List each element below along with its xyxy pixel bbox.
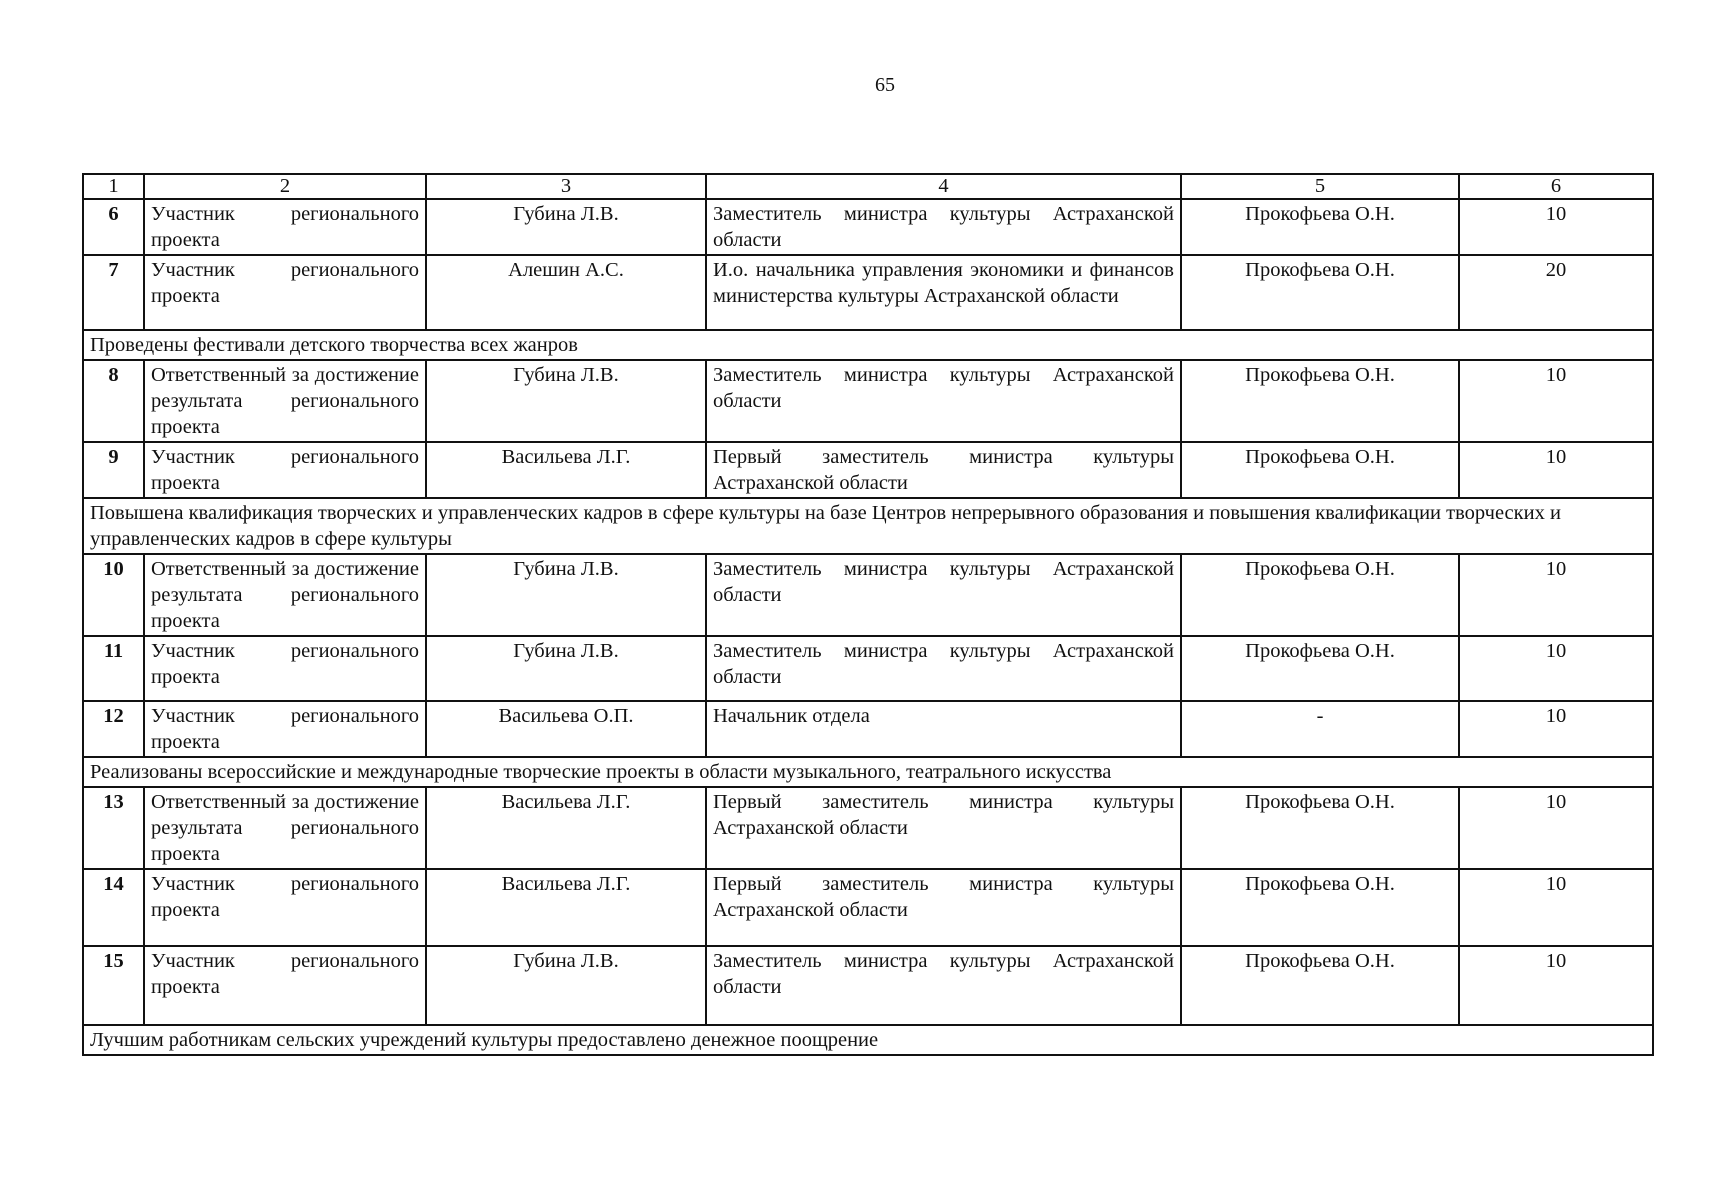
supervisor-cell: Прокофьева О.Н.	[1181, 787, 1459, 869]
role-cell: Ответственный за достижение результата регионального проекта	[144, 787, 426, 869]
row-number: 15	[83, 946, 144, 1025]
role-cell: Ответственный за достижение результата регионального проекта	[144, 554, 426, 636]
role-cell: Участник регионального проекта	[144, 869, 426, 946]
supervisor-cell: Прокофьева О.Н.	[1181, 255, 1459, 330]
responsible-cell: Алешин А.С.	[426, 255, 706, 330]
responsible-cell: Губина Л.В.	[426, 636, 706, 701]
position-cell: Заместитель министра культуры Астраханской области	[706, 636, 1181, 701]
position-cell: Первый заместитель министра культуры Астраханской области	[706, 787, 1181, 869]
table-row	[83, 946, 1653, 1025]
supervisor-cell: Прокофьева О.Н.	[1181, 199, 1459, 255]
responsible-cell: Васильева Л.Г.	[426, 442, 706, 498]
responsible-cell: Губина Л.В.	[426, 199, 706, 255]
supervisor-cell: -	[1181, 701, 1459, 757]
table-row	[83, 869, 1653, 946]
table-row	[83, 255, 1653, 330]
table-row	[83, 701, 1653, 757]
column-number: 1	[83, 174, 144, 199]
responsible-cell: Губина Л.В.	[426, 554, 706, 636]
column-number: 3	[426, 174, 706, 199]
percent-cell: 10	[1459, 442, 1653, 498]
position-cell: Заместитель министра культуры Астраханской области	[706, 946, 1181, 1025]
responsible-cell: Губина Л.В.	[426, 946, 706, 1025]
row-number: 8	[83, 360, 144, 442]
section-heading-row	[83, 1025, 1653, 1055]
row-number: 13	[83, 787, 144, 869]
row-number: 6	[83, 199, 144, 255]
responsible-cell: Губина Л.В.	[426, 360, 706, 442]
section-heading-row	[83, 757, 1653, 787]
percent-cell: 10	[1459, 360, 1653, 442]
supervisor-cell: Прокофьева О.Н.	[1181, 442, 1459, 498]
row-number: 9	[83, 442, 144, 498]
role-cell: Участник регионального проекта	[144, 199, 426, 255]
row-number: 7	[83, 255, 144, 330]
position-cell: И.о. начальника управления экономики и финансов министерства культуры Астраханской области	[706, 255, 1181, 330]
percent-cell: 10	[1459, 636, 1653, 701]
column-number: 4	[706, 174, 1181, 199]
section-heading-row	[83, 330, 1653, 360]
table-row	[83, 360, 1653, 442]
table-row	[83, 554, 1653, 636]
table-row	[83, 199, 1653, 255]
row-number: 12	[83, 701, 144, 757]
column-number: 2	[144, 174, 426, 199]
supervisor-cell: Прокофьева О.Н.	[1181, 869, 1459, 946]
column-number-row	[83, 174, 1653, 199]
percent-cell: 10	[1459, 701, 1653, 757]
position-cell: Заместитель министра культуры Астраханской области	[706, 199, 1181, 255]
responsible-cell: Васильева Л.Г.	[426, 869, 706, 946]
position-cell: Заместитель министра культуры Астраханской области	[706, 554, 1181, 636]
percent-cell: 20	[1459, 255, 1653, 330]
row-number: 10	[83, 554, 144, 636]
table-row	[83, 636, 1653, 701]
percent-cell: 10	[1459, 869, 1653, 946]
row-number: 11	[83, 636, 144, 701]
row-number: 14	[83, 869, 144, 946]
supervisor-cell: Прокофьева О.Н.	[1181, 636, 1459, 701]
responsibility-table	[82, 173, 1654, 1056]
role-cell: Участник регионального проекта	[144, 255, 426, 330]
position-cell: Начальник отдела	[706, 701, 1181, 757]
percent-cell: 10	[1459, 946, 1653, 1025]
role-cell: Участник регионального проекта	[144, 636, 426, 701]
section-heading: Повышена квалификация творческих и управленческих кадров в сфере культуры на базе Центров непрерывного образования и повышения квалификации творческих и управленческих кадров в сфере культуры	[83, 498, 1653, 554]
section-heading-row	[83, 498, 1653, 554]
supervisor-cell: Прокофьева О.Н.	[1181, 554, 1459, 636]
supervisor-cell: Прокофьева О.Н.	[1181, 946, 1459, 1025]
position-cell: Первый заместитель министра культуры Астраханской области	[706, 869, 1181, 946]
section-heading: Проведены фестивали детского творчества всех жанров	[83, 330, 1653, 360]
responsible-cell: Васильева Л.Г.	[426, 787, 706, 869]
table-row	[83, 442, 1653, 498]
column-number: 5	[1181, 174, 1459, 199]
responsible-cell: Васильева О.П.	[426, 701, 706, 757]
role-cell: Участник регионального проекта	[144, 442, 426, 498]
percent-cell: 10	[1459, 787, 1653, 869]
page-number: 65	[875, 74, 895, 96]
position-cell: Заместитель министра культуры Астраханской области	[706, 360, 1181, 442]
percent-cell: 10	[1459, 199, 1653, 255]
position-cell: Первый заместитель министра культуры Астраханской области	[706, 442, 1181, 498]
role-cell: Участник регионального проекта	[144, 946, 426, 1025]
section-heading: Реализованы всероссийские и международные творческие проекты в области музыкального, театрального искусства	[83, 757, 1653, 787]
role-cell: Ответственный за достижение результата регионального проекта	[144, 360, 426, 442]
table-row	[83, 787, 1653, 869]
column-number: 6	[1459, 174, 1653, 199]
section-heading: Лучшим работникам сельских учреждений культуры предоставлено денежное поощрение	[83, 1025, 1653, 1055]
supervisor-cell: Прокофьева О.Н.	[1181, 360, 1459, 442]
percent-cell: 10	[1459, 554, 1653, 636]
role-cell: Участник регионального проекта	[144, 701, 426, 757]
